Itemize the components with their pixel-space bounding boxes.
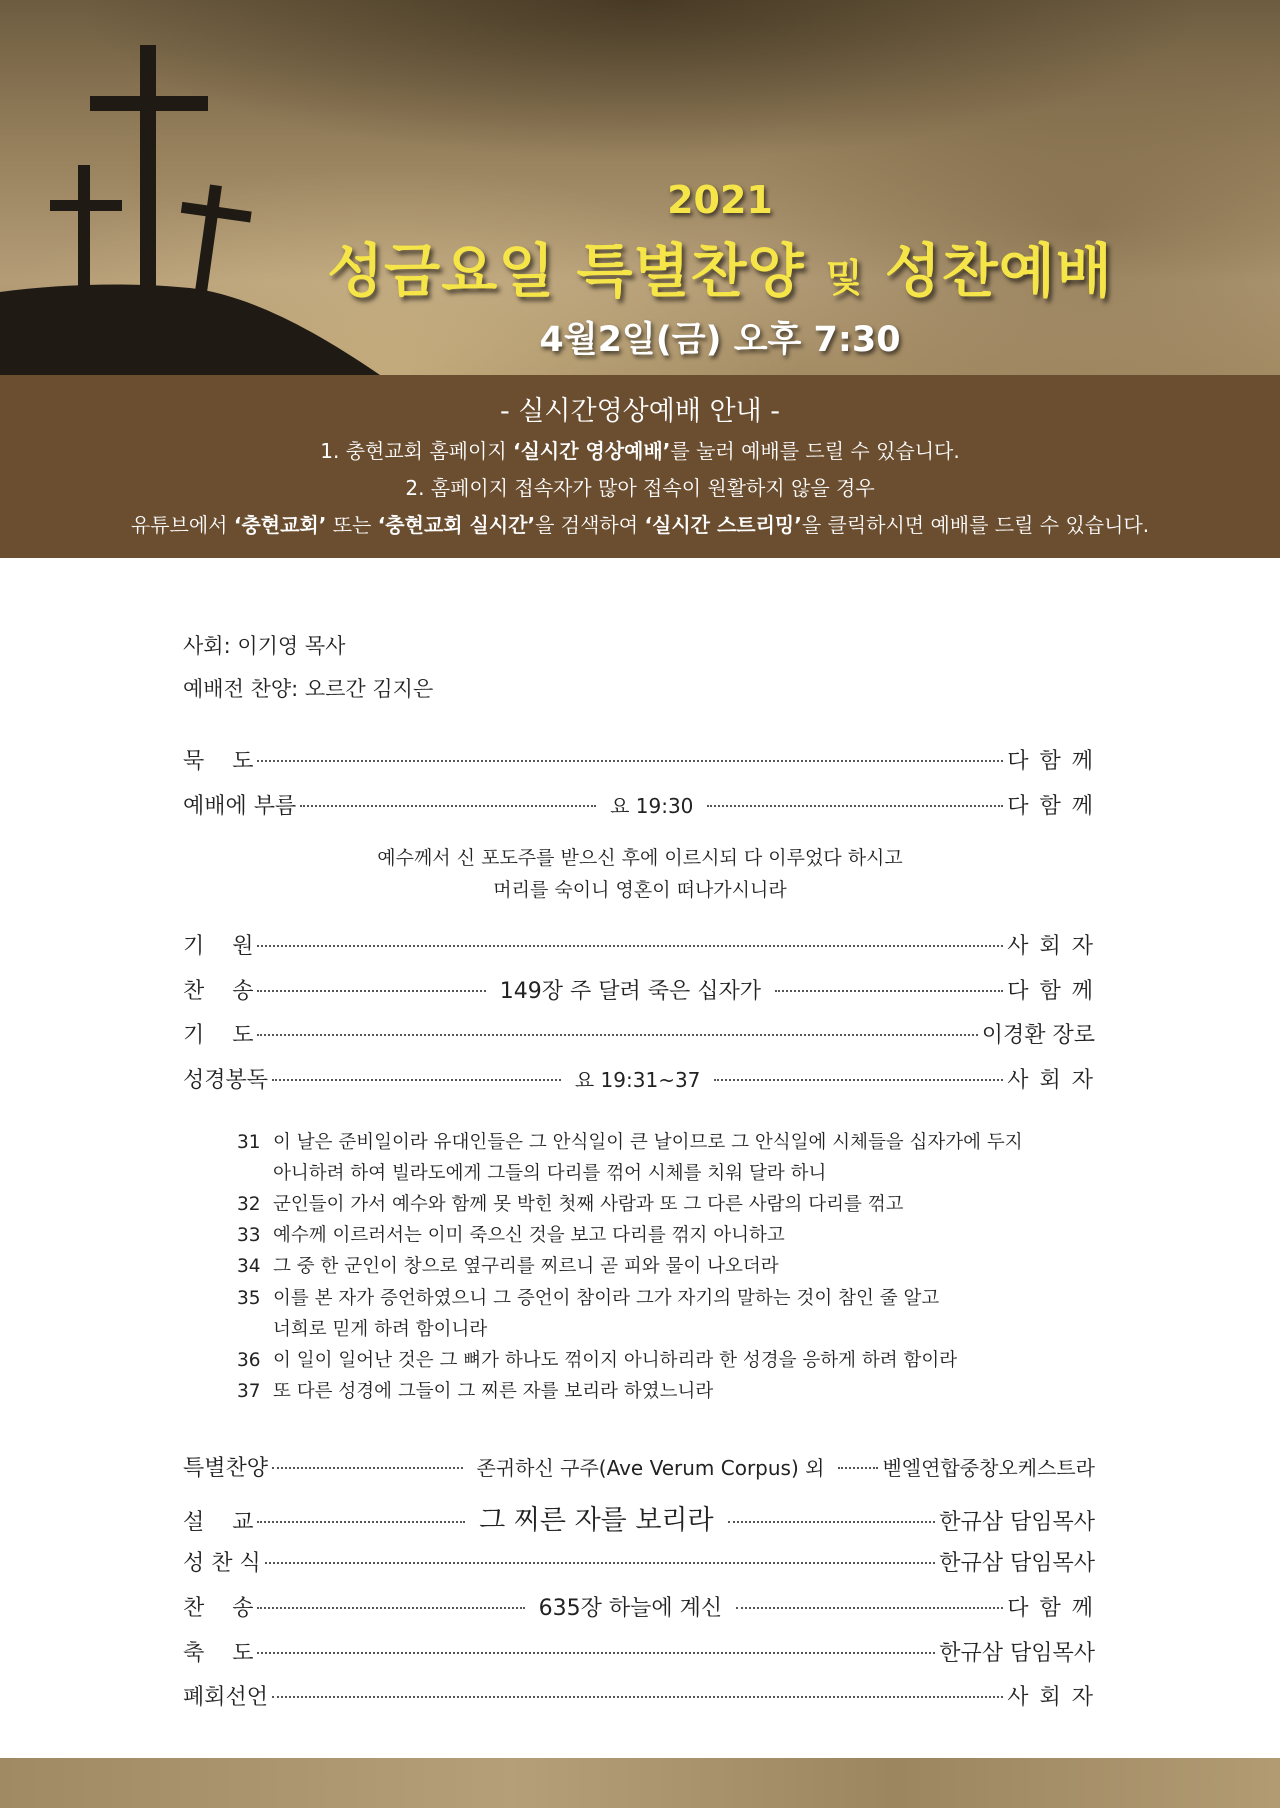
verse-text: 이를 본 자가 증언하였으니 그 증언이 참이라 그가 자기의 말하는 것이 참인 줄 알고 <box>273 1288 940 1309</box>
sermon-title: 그 찌른 자를 보리라 <box>479 1505 714 1536</box>
leader-dots <box>257 1607 524 1609</box>
event-title <box>0 224 1280 308</box>
order-item-hymn <box>183 974 1095 1004</box>
order-item-benediction <box>183 1636 1095 1666</box>
notice-line-1 <box>0 435 1280 464</box>
title-conjunction: 및 <box>825 256 864 300</box>
leader-dots <box>838 1467 878 1469</box>
order-detail: 요 19:30 <box>610 794 694 818</box>
order-item-special-hymn <box>183 1451 1095 1481</box>
notice-keyword-1: ‘충현교회’ <box>233 513 327 537</box>
order-performer: 사 회 자 <box>1007 1685 1095 1710</box>
notice-line-3-text: 유튜브에서 <box>130 513 234 537</box>
verse-text: 이 날은 준비일이라 유대인들은 그 안식일이 큰 날이므로 그 안식일에 시체들을 십자가에 두지 <box>273 1132 1023 1153</box>
leader-dots <box>714 1079 1003 1081</box>
scripture-verse <box>237 1377 713 1403</box>
order-performer: 다 함 께 <box>1007 794 1095 819</box>
leader-dots <box>257 760 1003 762</box>
order-detail: 요 19:31~37 <box>574 1068 701 1092</box>
notice-line-3-text: 을 검색하여 <box>535 513 645 537</box>
prelude-info: 예배전 찬양: 오르간 김지은 <box>183 677 434 701</box>
verse-text: 그 중 한 군인이 창으로 옆구리를 찌르니 곧 피와 물이 나오더라 <box>273 1256 779 1277</box>
title-part-communion: 성찬예배 <box>884 237 1113 305</box>
title-part-special-hymn: 성금요일 특별찬양 <box>327 237 805 305</box>
order-item-invocation <box>183 929 1095 959</box>
order-performer: 다 함 께 <box>1007 749 1095 774</box>
notice-heading: - 실시간영상예배 안내 - <box>500 396 780 427</box>
order-item-silent-prayer <box>183 744 1095 774</box>
order-performer: 다 함 께 <box>1007 1596 1096 1621</box>
notice-line-3-text: 을 클릭하시면 예배를 드릴 수 있습니다. <box>801 513 1150 537</box>
verse-text: 너희로 믿게 하려 함이니라 <box>273 1319 488 1340</box>
notice-line-1-link-text: ‘실시간 영상예배’ <box>513 439 671 463</box>
notice-line-2: 2. 홈페이지 접속자가 많아 접속이 원활하지 않을 경우 <box>405 476 875 500</box>
order-detail: 존귀하신 구주(Ave Verum Corpus) 외 <box>476 1456 825 1480</box>
order-performer: 한규삼 담임목사 <box>939 1510 1095 1535</box>
leader-dots <box>707 805 1003 807</box>
event-datetime: 4월2일(금) 오후 7:30 <box>539 320 901 360</box>
verse-number: 33 <box>237 1225 261 1246</box>
order-performer: 다 함 께 <box>1007 979 1095 1004</box>
notice-keyword-2: ‘충현교회 실시간’ <box>377 513 536 537</box>
order-detail: 149장 주 달려 죽은 십자가 <box>499 979 761 1004</box>
order-label: 찬 송 <box>183 979 254 1004</box>
verse-text: 예수께 이르러서는 이미 죽으신 것을 보고 다리를 꺾지 아니하고 <box>273 1225 785 1246</box>
verse-number: 37 <box>237 1381 261 1402</box>
scripture-verse <box>237 1221 785 1247</box>
leader-dots <box>272 1467 462 1469</box>
verse-number: 36 <box>237 1350 261 1371</box>
livestream-notice <box>0 375 1280 558</box>
order-label: 찬 송 <box>183 1596 254 1621</box>
leader-dots <box>272 1696 1003 1698</box>
order-item-call-to-worship <box>183 789 1095 819</box>
order-label: 묵 도 <box>183 749 254 774</box>
call-quote-line: 머리를 숙이니 영혼이 떠나가시니라 <box>493 879 787 901</box>
notice-line-3-text: 또는 <box>326 513 378 537</box>
order-detail: 635장 하늘에 계신 <box>538 1596 723 1621</box>
leader-dots <box>257 990 485 992</box>
order-performer: 한규삼 담임목사 <box>939 1641 1095 1666</box>
order-item-prayer <box>183 1018 1095 1048</box>
notice-keyword-3: ‘실시간 스트리밍’ <box>644 513 802 537</box>
scripture-verse <box>237 1159 826 1185</box>
scripture-verse <box>237 1315 487 1341</box>
order-label: 기 원 <box>183 934 254 959</box>
verse-number: 32 <box>237 1194 261 1215</box>
scripture-verse <box>237 1128 1023 1154</box>
order-item-sermon <box>183 1498 1095 1536</box>
scripture-verse <box>237 1284 939 1310</box>
verse-number: 31 <box>237 1132 261 1153</box>
order-label: 축 도 <box>183 1641 254 1666</box>
order-label: 예배에 부름 <box>183 794 297 819</box>
footer-texture-band <box>0 1758 1280 1808</box>
order-performer: 사 회 자 <box>1007 934 1095 959</box>
scripture-verse <box>237 1190 903 1216</box>
leader-dots <box>300 805 596 807</box>
order-item-closing-declaration <box>183 1680 1095 1710</box>
leader-dots <box>775 990 1003 992</box>
verse-text: 또 다른 성경에 그들이 그 찌른 자를 보리라 하였느니라 <box>273 1381 714 1402</box>
notice-line-1-text: 1. 충현교회 홈페이지 <box>320 439 513 463</box>
order-item-communion <box>183 1546 1095 1576</box>
verse-text: 군인들이 가서 예수와 함께 못 박힌 첫째 사람과 또 그 다른 사람의 다리를 꺾고 <box>273 1194 904 1215</box>
scripture-verse <box>237 1252 779 1278</box>
order-performer: 사 회 자 <box>1007 1068 1096 1093</box>
order-item-closing-hymn <box>183 1591 1095 1621</box>
order-label: 성경봉독 <box>183 1068 269 1093</box>
verse-number: 35 <box>237 1288 261 1309</box>
call-quote-line: 예수께서 신 포도주를 받으신 후에 이르시되 다 이루었다 하시고 <box>377 847 903 869</box>
leader-dots <box>257 1034 977 1036</box>
order-performer: 한규삼 담임목사 <box>939 1551 1095 1576</box>
notice-line-3 <box>0 509 1280 538</box>
leader-dots <box>257 945 1003 947</box>
notice-line-1-text-end: 를 눌러 예배를 드릴 수 있습니다. <box>670 439 960 463</box>
order-label: 설 교 <box>183 1510 254 1535</box>
order-label: 폐회선언 <box>183 1685 269 1710</box>
leader-dots <box>272 1079 561 1081</box>
order-item-scripture-reading <box>183 1063 1095 1093</box>
verse-text: 이 일이 일어난 것은 그 뼈가 하나도 꺾이지 아니하리라 한 성경을 응하게 하려 함이라 <box>273 1350 958 1371</box>
verse-text: 아니하려 하여 빌라도에게 그들의 다리를 꺾어 시체를 치워 달라 하니 <box>273 1163 827 1184</box>
leader-dots <box>257 1652 935 1654</box>
order-performer: 벧엘연합중창오케스트라 <box>882 1456 1095 1480</box>
leader-dots <box>728 1521 936 1523</box>
order-label: 특별찬양 <box>183 1456 269 1481</box>
order-performer: 이경환 장로 <box>981 1023 1095 1048</box>
verse-number: 34 <box>237 1256 261 1277</box>
order-label: 기 도 <box>183 1023 254 1048</box>
leader-dots <box>736 1607 1003 1609</box>
scripture-verse <box>237 1346 957 1372</box>
event-year: 2021 <box>667 178 773 222</box>
leader-dots <box>265 1562 935 1564</box>
order-label: 성 찬 식 <box>183 1551 261 1576</box>
worship-leader: 사회: 이기영 목사 <box>183 634 346 658</box>
leader-dots <box>257 1521 465 1523</box>
header-banner <box>0 0 1280 375</box>
